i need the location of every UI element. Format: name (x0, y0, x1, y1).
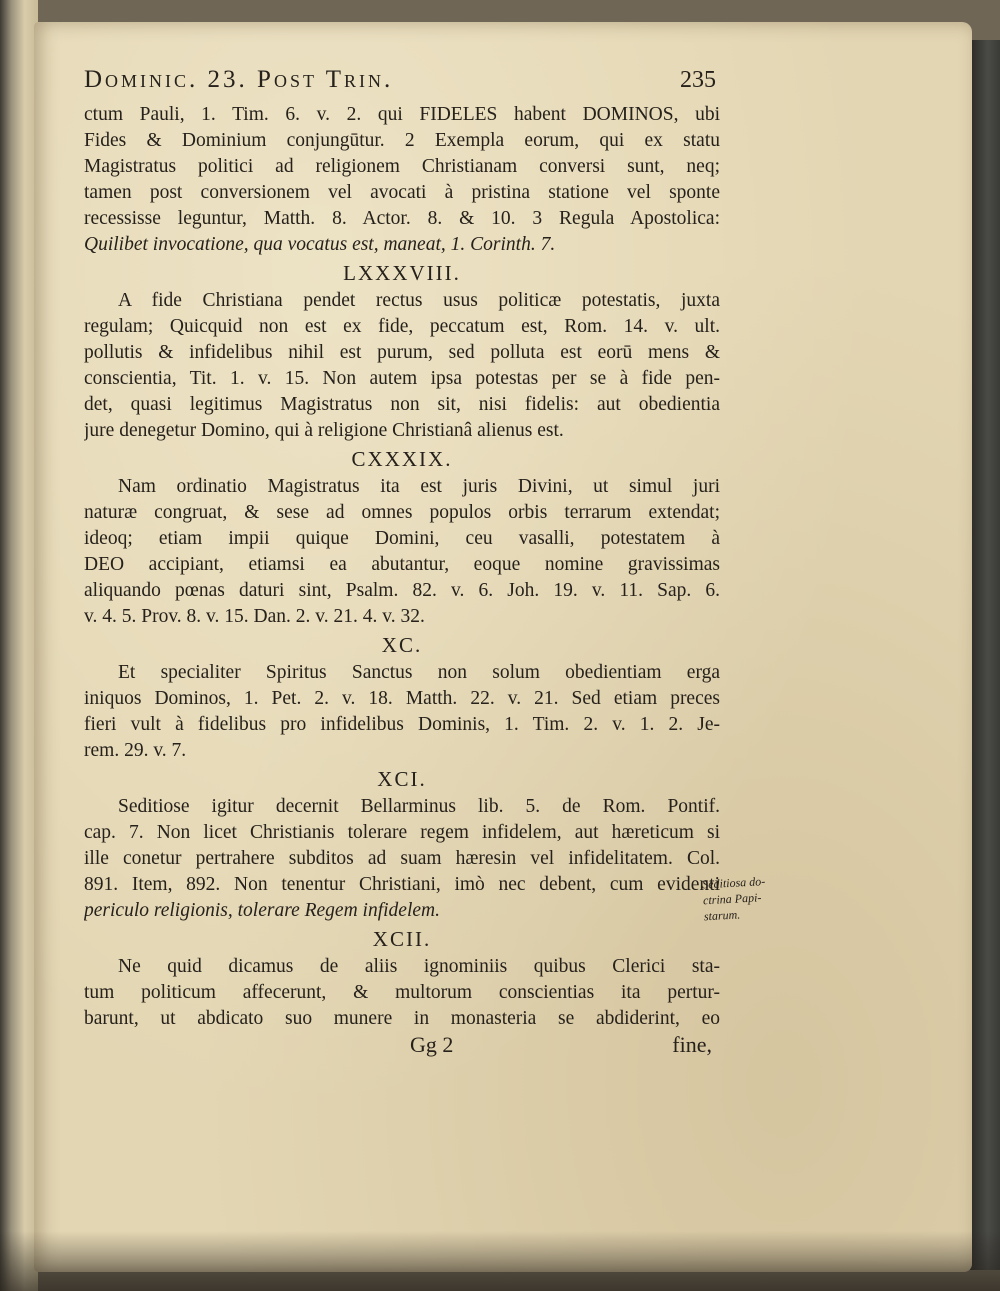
catchword: fine, (672, 1032, 712, 1057)
text-line: iniquos Dominos, 1. Pet. 2. v. 18. Matth. 22. v. 21. Sed etiam preces (84, 688, 720, 709)
paragraph-start-line: Et specialiter Spiritus Sanctus non solum obedientiam erga (118, 662, 720, 683)
margin-note-line: ctrina Papi- (702, 890, 762, 908)
text-line: tamen post conversionem vel avocati à pristina statione vel sponte (84, 182, 720, 203)
margin-note-line: starum. (703, 907, 741, 924)
book-edge-right (970, 40, 1000, 1270)
text-line: DEO accipiant, etiamsi ea abutantur, eoque nomine gravissimas (84, 554, 720, 575)
margin-note (702, 872, 794, 925)
text-line: ille conetur pertrahere subditos ad suam hæresin vel infidelitatem. Col. (84, 848, 720, 869)
text-line: conscientia, Tit. 1. v. 15. Non autem ipsa potestas per se à fide pen- (84, 368, 720, 389)
section-number: XC. (381, 633, 423, 657)
text-line: tum politicum affecerunt, & multorum conscientias ita pertur- (84, 982, 720, 1003)
section-number: XCI. (377, 767, 427, 791)
margin-note-line: Seditiosa do- (701, 874, 766, 892)
text-line: v. 4. 5. Prov. 8. v. 15. Dan. 2. v. 21. 4. v. 32. (84, 606, 425, 627)
page-footer (84, 1032, 720, 1062)
text-line: periculo religionis, tolerare Regem infidelem. (84, 900, 440, 921)
running-title: Dominic. 23. Post Trin. (84, 66, 394, 93)
text-line: jure denegetur Domino, qui à religione Christianâ alienus est. (84, 420, 564, 441)
paragraph-start-line: Ne quid dicamus de aliis ignominiis quibus Clerici sta- (118, 956, 720, 977)
book-edge-left (0, 0, 38, 1291)
section-number: LXXXVIII. (343, 261, 461, 285)
section-number: XCII. (372, 927, 432, 951)
text-line: aliquando pœnas daturi sint, Psalm. 82. v. 6. Joh. 19. v. 11. Sap. 6. (84, 580, 720, 601)
page-number: 235 (680, 67, 716, 93)
text-line: fieri vult à fidelibus pro infidelibus Dominis, 1. Tim. 2. v. 1. 2. Je- (84, 714, 720, 735)
paragraph-start-line: Nam ordinatio Magistratus ita est juris Divini, ut simul juri (118, 476, 720, 497)
bottom-shadow (0, 1231, 1000, 1291)
text-line: det, quasi legitimus Magistratus non sit, nisi fidelis: aut obedientia (84, 394, 720, 415)
text-line: rem. 29. v. 7. (84, 740, 187, 761)
text-line: recessisse leguntur, Matth. 8. Actor. 8. & 10. 3 Regula Apostolica: (84, 208, 720, 229)
text-line: ctum Pauli, 1. Tim. 6. v. 2. qui FIDELES habent DOMINOS, ubi (84, 104, 720, 125)
text-line: cap. 7. Non licet Christianis tolerare regem infidelem, aut hæreticum si (84, 822, 720, 843)
text-line: Fides & Dominium conjungūtur. 2 Exempla eorum, qui ex statu (84, 130, 720, 151)
text-line: naturæ congruat, & sese ad omnes populos orbis terrarum extendat; (84, 502, 720, 523)
body-text (84, 102, 720, 1032)
text-line: Magistratus politici ad religionem Christianam conversi sunt, neq; (84, 156, 720, 177)
text-line: 891. Item, 892. Non tenentur Christiani, imò nec debent, cum evidenti (84, 874, 720, 895)
text-line: pollutis & infidelibus nihil est purum, sed polluta est eorū mens & (84, 342, 720, 363)
text-line: ideoq; etiam impii quique Domini, ceu vasalli, potestatem à (84, 528, 720, 549)
running-header (84, 66, 720, 102)
text-line: regulam; Quicquid non est ex fide, peccatum est, Rom. 14. v. ult. (84, 316, 720, 337)
paragraph-start-line: A fide Christiana pendet rectus usus politicæ potestatis, juxta (118, 290, 720, 311)
text-line: Quilibet invocatione, qua vocatus est, maneat, 1. Corinth. 7. (84, 234, 556, 255)
text-line: barunt, ut abdicato suo munere in monasteria se abdiderint, eo (84, 1008, 720, 1029)
section-number: CXXXIX. (351, 447, 453, 471)
page-text (84, 66, 720, 1062)
signature-mark: Gg 2 (410, 1032, 454, 1057)
paragraph-start-line: Seditiose igitur decernit Bellarminus lib. 5. de Rom. Pontif. (118, 796, 720, 817)
